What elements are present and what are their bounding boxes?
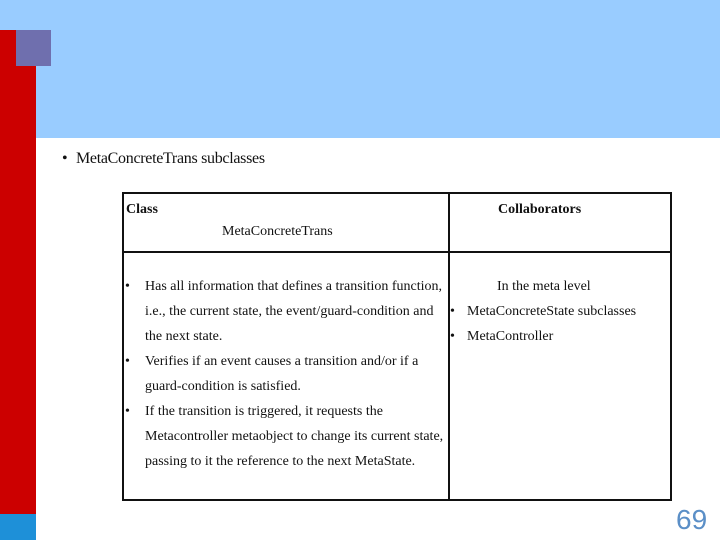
responsibility-item xyxy=(124,349,444,399)
left-decorative-bar xyxy=(0,30,36,514)
class-name: MetaConcreteTrans xyxy=(222,224,333,239)
collaborators-heading: Collaborators xyxy=(498,202,582,217)
header-band xyxy=(36,30,720,138)
slide-bullet xyxy=(62,150,265,168)
responsibilities-list xyxy=(124,274,444,474)
bullet-dot-icon: • xyxy=(125,354,130,369)
collaborator-item xyxy=(450,299,670,324)
bullet-dot-icon: • xyxy=(450,329,455,344)
responsibility-item xyxy=(124,274,444,349)
page-number: 69 xyxy=(676,504,708,535)
class-heading: Class xyxy=(126,202,158,217)
responsibility-text: Verifies if an event causes a transition and/or if a guard-condition is satisfied. xyxy=(145,354,419,394)
collaborators-area xyxy=(450,274,670,349)
bullet-dot-icon: • xyxy=(450,304,455,319)
slide-bullet-text: MetaConcreteTrans subclasses xyxy=(76,150,265,167)
header-divider xyxy=(124,251,666,253)
corner-square xyxy=(16,30,51,66)
responsibility-text: If the transition is triggered, it requests the Metacontroller metaobject to change its current state, passing to it the reference to the next MetaState. xyxy=(145,404,444,469)
header-divider-tick xyxy=(666,251,672,253)
bullet-dot-icon: • xyxy=(125,279,130,294)
responsibility-item xyxy=(124,399,444,474)
collaborators-list xyxy=(450,299,670,349)
crc-card xyxy=(122,192,672,501)
collaborator-item xyxy=(450,324,670,349)
collaborator-text: MetaConcreteState subclasses xyxy=(467,304,637,319)
bullet-dot-icon: • xyxy=(125,404,130,419)
responsibility-text: Has all information that defines a transition function, i.e., the current state, the event/guard-condition and the next state. xyxy=(145,279,443,344)
top-band xyxy=(0,0,720,30)
collaborators-level: In the meta level xyxy=(497,279,591,294)
collaborator-text: MetaController xyxy=(467,329,554,344)
left-bottom-accent xyxy=(0,514,36,540)
bullet-dot-icon: • xyxy=(62,150,68,167)
